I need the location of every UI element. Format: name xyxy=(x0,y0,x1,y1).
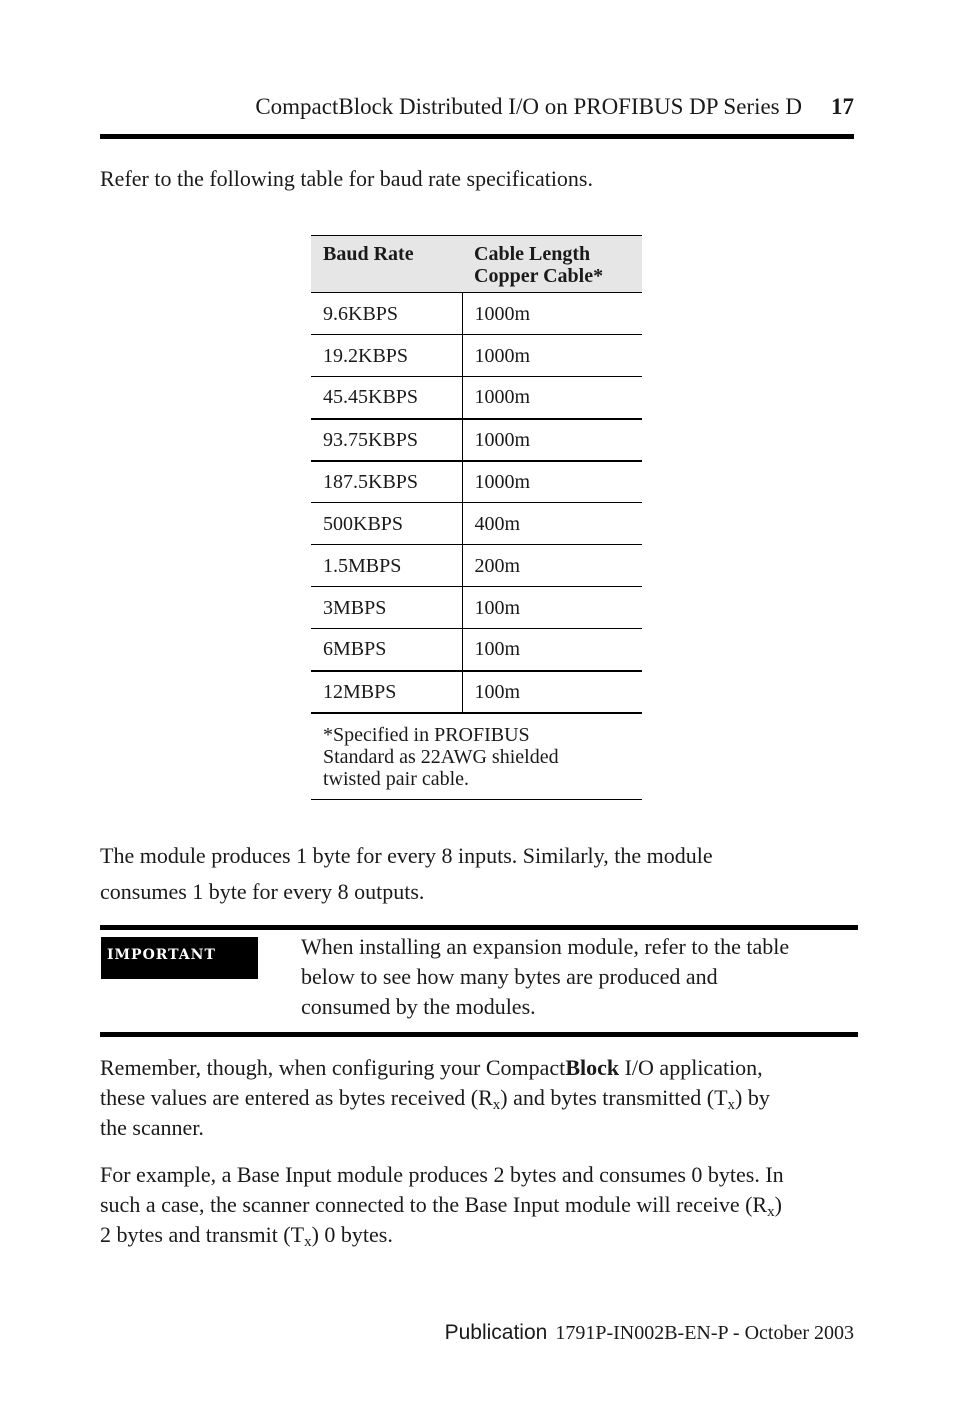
baud-rate-table xyxy=(311,235,642,800)
table-row xyxy=(311,545,642,587)
text-run: the scanner. xyxy=(100,1115,204,1140)
important-line: consumed by the modules. xyxy=(301,994,536,1019)
table-row xyxy=(311,419,642,461)
text-run: Remember, though, when configuring your Compact xyxy=(100,1055,566,1080)
text-run: ) 0 bytes. xyxy=(311,1222,393,1247)
text-run: I/O application, xyxy=(619,1055,763,1080)
paragraph-line: consumes 1 byte for every 8 outputs. xyxy=(100,879,425,904)
important-line: below to see how many bytes are produced and xyxy=(301,964,718,989)
table-header-row xyxy=(311,236,642,293)
table-row xyxy=(311,293,642,335)
page-number: 17 xyxy=(831,94,854,119)
table-row xyxy=(311,461,642,503)
example-paragraph xyxy=(100,1160,854,1250)
page-title: CompactBlock Distributed I/O on PROFIBUS DP Series D xyxy=(255,94,802,119)
subscript: x xyxy=(767,1204,775,1220)
text-run: ) and bytes transmitted (T xyxy=(500,1085,728,1110)
text-run: ) by xyxy=(735,1085,770,1110)
footnote-line: *Specified in PROFIBUS xyxy=(323,723,530,746)
cable-length-cell: 400m xyxy=(462,503,642,545)
baud-rate-cell: 6MBPS xyxy=(311,629,462,671)
page-header xyxy=(100,92,854,126)
table-row xyxy=(311,335,642,377)
publication-label: Publication xyxy=(444,1321,548,1344)
baud-rate-cell: 45.45KBPS xyxy=(311,377,462,419)
baud-rate-cell: 93.75KBPS xyxy=(311,419,462,461)
text-run: For example, a Base Input module produces 2 bytes and consumes 0 bytes. In xyxy=(100,1162,784,1187)
baud-rate-cell: 500KBPS xyxy=(311,503,462,545)
header-baud-rate: Baud Rate xyxy=(311,236,462,293)
header-cable-length xyxy=(462,236,642,293)
subscript: x xyxy=(304,1234,312,1250)
important-line: When installing an expansion module, refer to the table xyxy=(301,934,790,959)
header-rule xyxy=(100,134,854,139)
table-row xyxy=(311,587,642,629)
table-row xyxy=(311,377,642,419)
cable-length-cell: 1000m xyxy=(462,335,642,377)
baud-rate-cell: 1.5MBPS xyxy=(311,545,462,587)
cable-length-cell: 100m xyxy=(462,629,642,671)
paragraph-line: The module produces 1 byte for every 8 inputs. Similarly, the module xyxy=(100,843,713,868)
cable-length-cell: 100m xyxy=(462,671,642,713)
subscript: x xyxy=(492,1097,501,1113)
important-text xyxy=(301,932,851,1022)
bold-text-run: Block xyxy=(565,1055,620,1080)
footnote-line: twisted pair cable. xyxy=(323,767,470,790)
cable-length-cell: 1000m xyxy=(462,377,642,419)
table-row xyxy=(311,629,642,671)
cable-length-cell: 1000m xyxy=(462,293,642,335)
text-run: such a case, the scanner connected to the Base Input module will receive (R xyxy=(100,1192,768,1217)
cable-length-cell: 1000m xyxy=(462,461,642,503)
important-label: IMPORTANT xyxy=(101,937,258,979)
important-bottom-rule xyxy=(100,1032,858,1037)
publication-code: 1791P-IN002B-EN-P - October 2003 xyxy=(555,1322,854,1344)
text-run: 2 bytes and transmit (T xyxy=(100,1222,305,1247)
table-footnote-row xyxy=(311,713,642,800)
header-cable-length-line1: Cable Length xyxy=(474,243,591,265)
table-row xyxy=(311,503,642,545)
bytes-paragraph xyxy=(100,838,854,910)
remember-paragraph xyxy=(100,1053,854,1143)
baud-rate-cell: 19.2KBPS xyxy=(311,335,462,377)
cable-length-cell: 100m xyxy=(462,587,642,629)
text-run: ) xyxy=(774,1192,782,1217)
table-row xyxy=(311,671,642,713)
footnote-line: Standard as 22AWG shielded xyxy=(323,745,559,768)
cable-length-cell: 200m xyxy=(462,545,642,587)
subscript: x xyxy=(727,1097,736,1113)
intro-text: Refer to the following table for baud rate specifications. xyxy=(100,166,593,191)
important-top-rule xyxy=(100,925,858,930)
baud-rate-cell: 3MBPS xyxy=(311,587,462,629)
text-run: these values are entered as bytes received (R xyxy=(100,1085,493,1110)
baud-rate-cell: 187.5KBPS xyxy=(311,461,462,503)
cable-length-cell: 1000m xyxy=(462,419,642,461)
baud-rate-cell: 9.6KBPS xyxy=(311,293,462,335)
page-footer xyxy=(445,1320,854,1345)
table-footnote xyxy=(311,713,642,800)
baud-rate-cell: 12MBPS xyxy=(311,671,462,713)
header-cable-length-line2: Copper Cable* xyxy=(474,265,604,287)
